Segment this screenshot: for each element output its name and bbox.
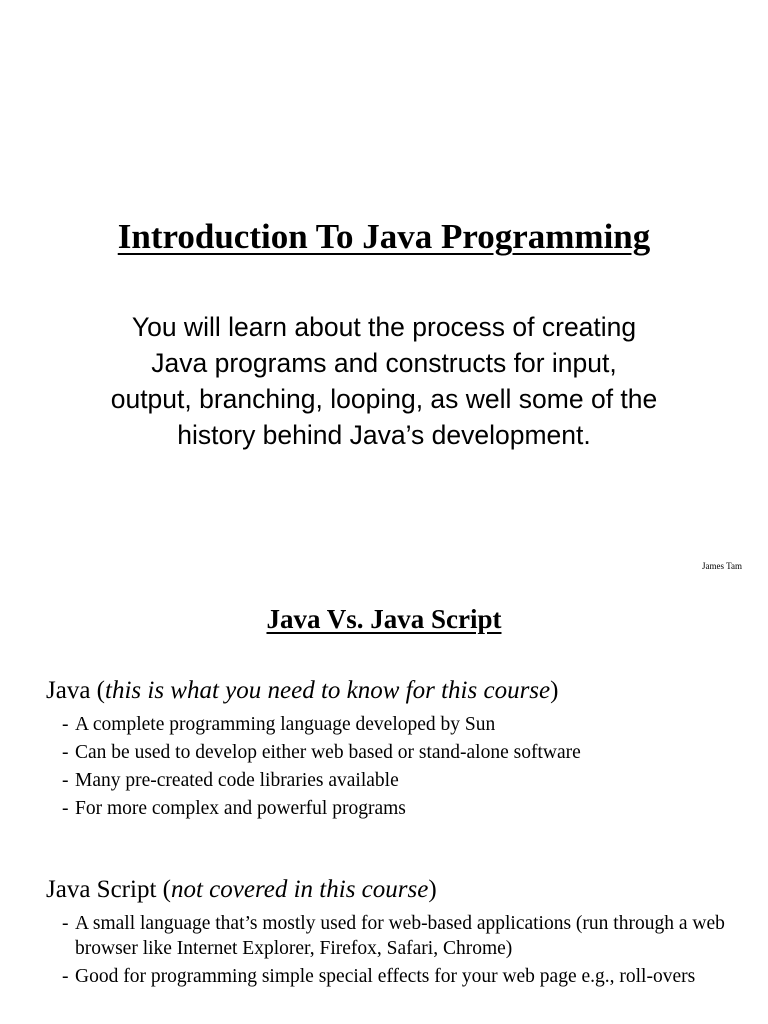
bullet-text: Good for programming simple special effects for your web page e.g., roll-overs bbox=[75, 966, 696, 987]
bullet-text: Many pre-created code libraries available bbox=[75, 770, 399, 791]
bullet-dash: - bbox=[62, 714, 69, 735]
list-item bbox=[62, 767, 742, 795]
list-item bbox=[62, 964, 742, 989]
bullet-text: For more complex and powerful programs bbox=[75, 798, 406, 819]
heading-note: this is what you need to know for this course bbox=[105, 677, 551, 704]
heading-close: ) bbox=[428, 876, 437, 903]
slide-subtitle: You will learn about the process of creating Java programs and constructs for input, output, branching, looping, as well some of the history behind Java’s development. bbox=[110, 312, 658, 450]
javascript-heading bbox=[46, 875, 437, 905]
slide-title: Introduction To Java Programming bbox=[117, 217, 651, 256]
list-item bbox=[62, 795, 742, 823]
bullet-dash: - bbox=[62, 742, 69, 763]
heading-name: Java ( bbox=[46, 677, 105, 704]
list-item bbox=[62, 739, 742, 767]
heading-note: not covered in this course bbox=[170, 876, 429, 903]
author-footer: James Tam bbox=[702, 561, 742, 571]
bullet-dash: - bbox=[62, 770, 69, 791]
list-item bbox=[62, 711, 742, 739]
bullet-text: A small language that’s mostly used for web-based applications (run through a web browser like Internet Explorer, Firefox, Safari, Chrome) bbox=[75, 913, 725, 959]
bullet-text: A complete programming language developed by Sun bbox=[75, 714, 496, 735]
heading-name: Java Script ( bbox=[46, 876, 171, 903]
list-item bbox=[62, 911, 742, 961]
java-bullet-list bbox=[62, 711, 742, 823]
bullet-dash: - bbox=[62, 966, 69, 987]
bullet-text: Can be used to develop either web based or stand-alone software bbox=[75, 742, 581, 763]
heading-close: ) bbox=[550, 677, 559, 704]
bullet-dash: - bbox=[62, 913, 69, 934]
bullet-dash: - bbox=[62, 798, 69, 819]
java-heading bbox=[46, 676, 558, 706]
javascript-bullet-list bbox=[62, 911, 742, 992]
slide-title: Java Vs. Java Script bbox=[266, 604, 502, 634]
